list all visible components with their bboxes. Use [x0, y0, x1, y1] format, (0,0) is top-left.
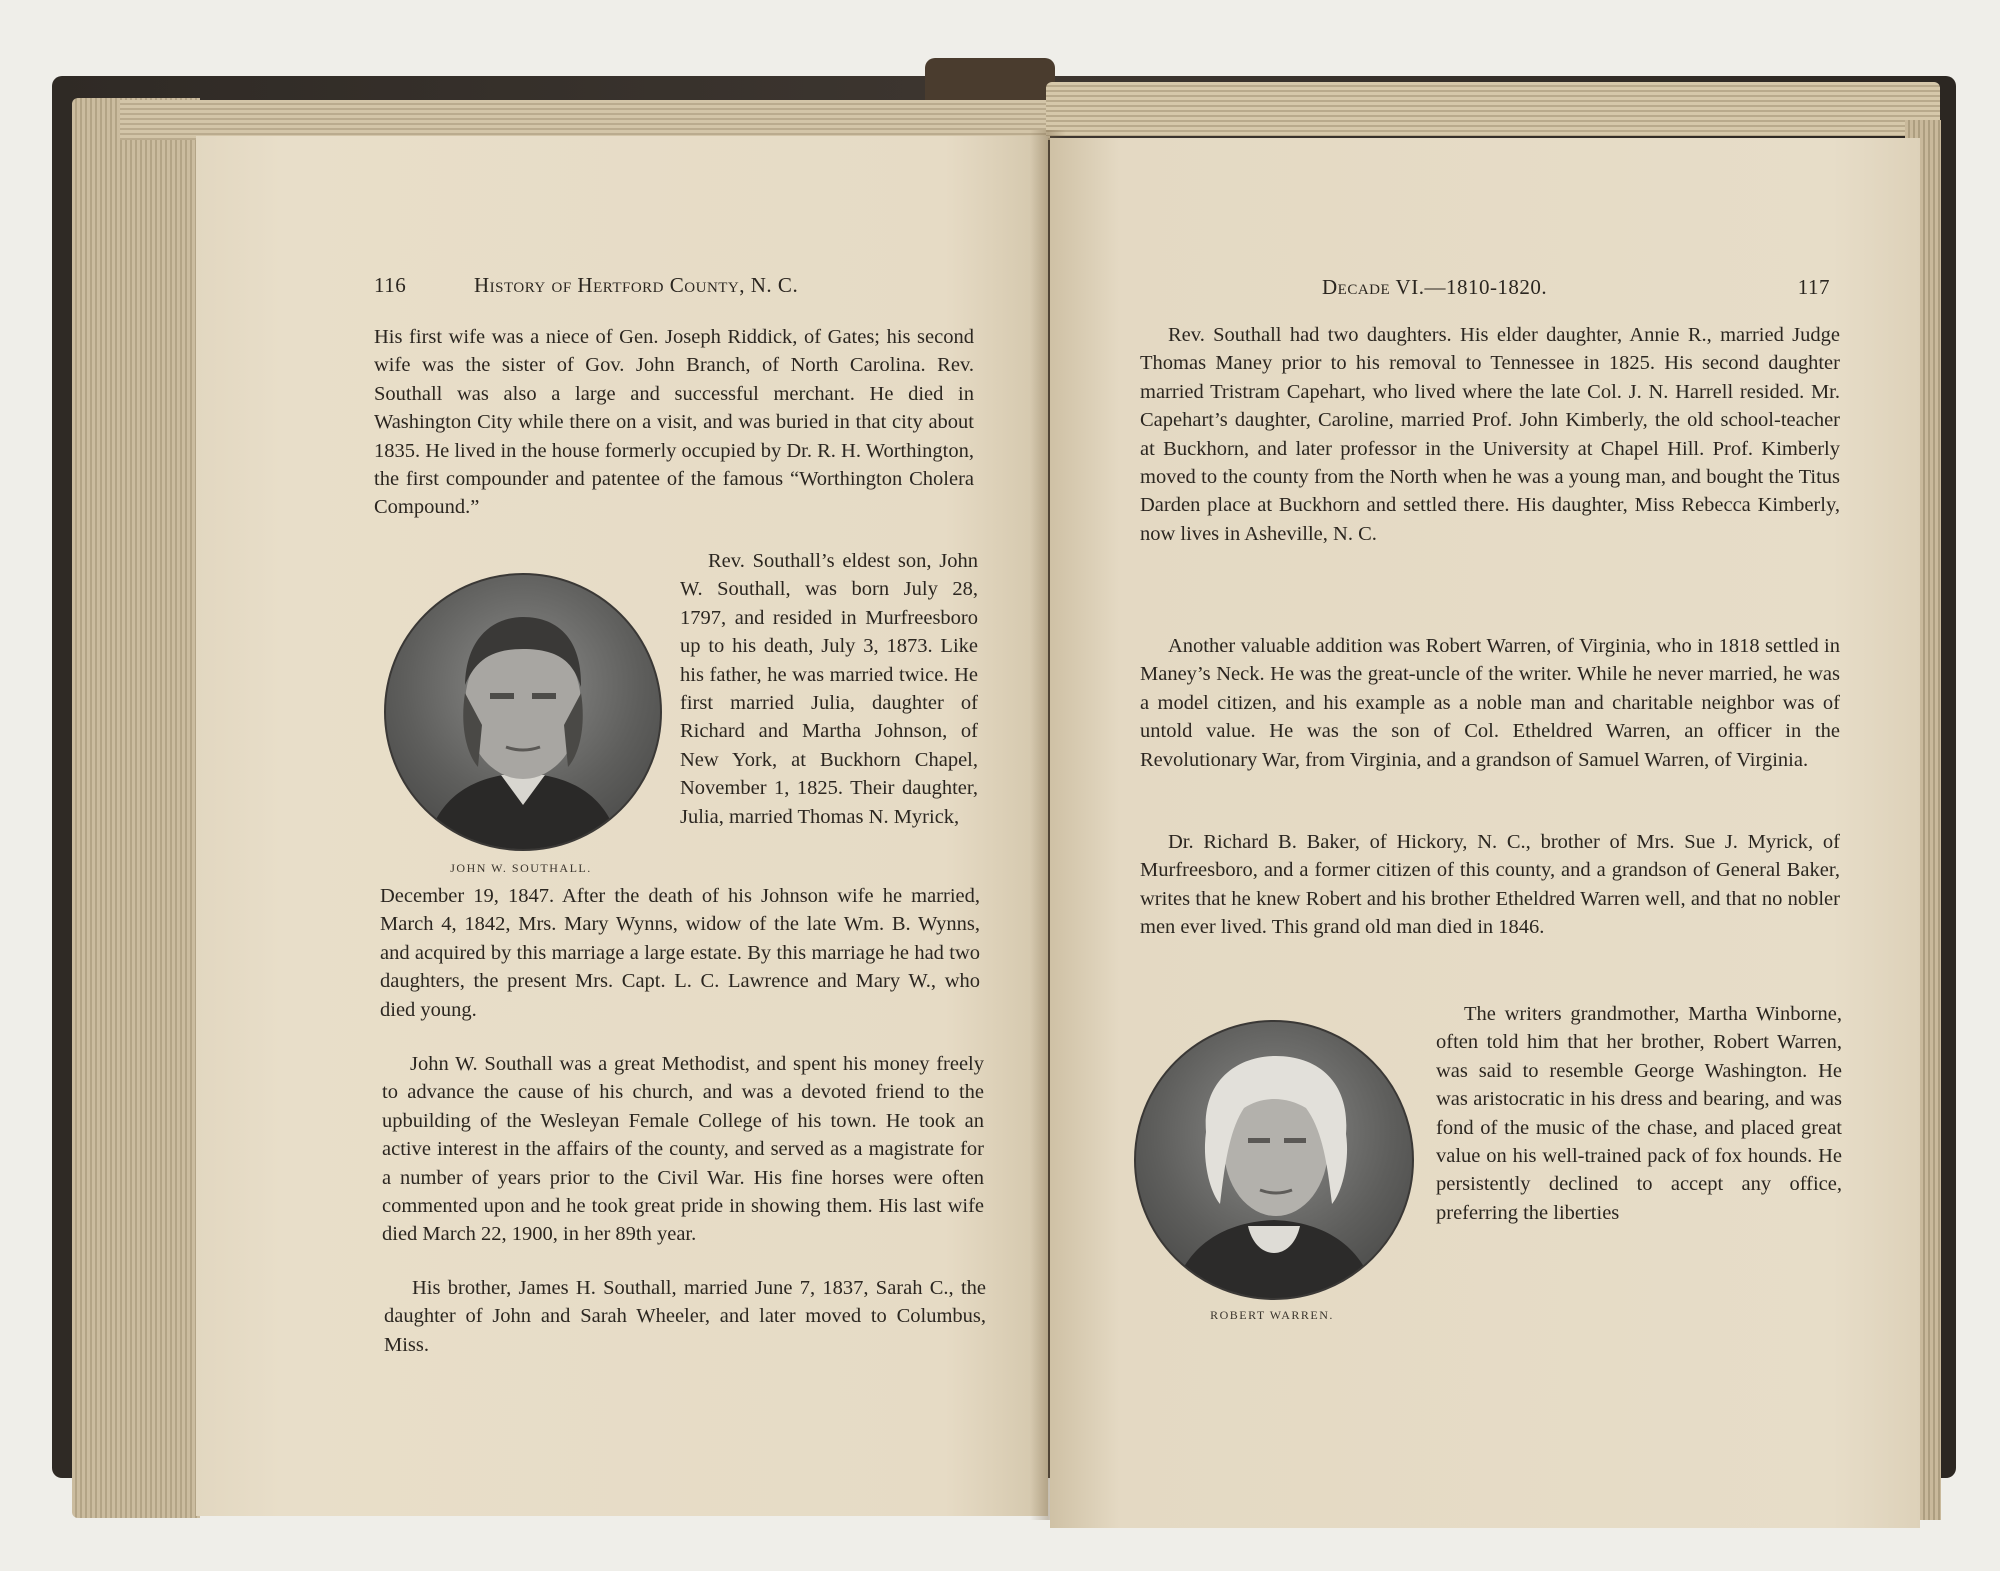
left-top-paragraph: His first wife was a niece of Gen. Joseph Riddick, of Gates; his second wife was the sister of Gov. John Branch, of North Carolina. Rev. Southall was also a large and successful merchant. He died in Washington City while there on a visit, and was buried in that city about 1835. He lived in the house formerly occupied by Dr. R. H. Worthington, the first compounder and patentee of the famous “Worthington Cholera Compound.”	[374, 326, 974, 519]
man-portrait-icon	[1136, 1022, 1412, 1298]
left-continued-paragraph: December 19, 1847. After the death of his Johnson wife he married, March 4, 1842, Mrs. Mary Wynns, widow of the late Wm. B. Wynns, and acquired by this marriage a large estate. By this marriage he had two daughters, the present Mrs. Capt. L. C. Lawrence and Mary W., who died young.	[380, 885, 980, 1021]
john-southall-portrait	[384, 573, 662, 851]
left-top-page-edges	[120, 100, 1050, 140]
right-baker-paragraph: Dr. Richard B. Baker, of Hickory, N. C., brother of Mrs. Sue J. Myrick, of Murfreesboro, and a former citizen of this county, and a grandson of General Baker, writes that he knew Robert and his brother Etheldred Warren well, and that no nobler men ever lived. This grand old man died in 1846.	[1140, 831, 1840, 939]
left-head-title: History of Hertford County, N. C.	[474, 273, 799, 297]
right-daughters-paragraph: Rev. Southall had two daughters. His elder daughter, Annie R., married Judge Thomas Maney prior to his removal to Tennessee in 1825. His second daughter married Tristram Capehart, who lived where the late Col. J. N. Harrell resided. Mr. Capehart’s daughter, Caroline, married Prof. John Kimberly, the old school-teacher at Buckhorn, and later professor in the University at Chapel Hill. Prof. Kimberly moved to the county from the North when he was a young man, and bought the Titus Darden place at Buckhorn and settled there. His daughter, Miss Rebecca Kimberly, now lives in Asheville, N. C.	[1140, 324, 1840, 545]
left-running-head	[374, 273, 974, 303]
john-southall-caption: JOHN W. SOUTHALL.	[450, 861, 592, 875]
right-head-title: Decade VI.—1810-1820.	[1322, 275, 1548, 299]
left-page	[196, 136, 1048, 1516]
left-methodist-paragraph: John W. Southall was a great Methodist, and spent his money freely to advance the cause of his church, and was a devoted friend to the upbuilding of the Wesleyan Female College of his town. He took an active interest in the affairs of the county, and served as a magistrate for a number of years prior to the Civil War. His fine horses were often commented upon and he took great pride in showing them. His last wife died March 22, 1900, in her 89th year.	[382, 1053, 984, 1246]
left-brother-paragraph: His brother, James H. Southall, married June 7, 1837, Sarah C., the daughter of John and Sarah Wheeler, and later moved to Columbus, Miss.	[384, 1277, 986, 1356]
right-top-page-edges	[1046, 82, 1940, 136]
right-page	[1050, 138, 1920, 1528]
right-running-head	[1322, 275, 1830, 305]
right-page-number: 117	[1797, 275, 1830, 299]
left-page-edges	[72, 98, 200, 1518]
left-page-number: 116	[374, 273, 407, 297]
left-side-paragraph: Rev. Southall’s eldest son, John W. Southall, was born July 28, 1797, and resided in Murfreesboro up to his death, July 3, 1873. Like his father, he was married twice. He first married Julia, daughter of Richard and Martha Johnson, of New York, at Buckhorn Chapel, November 1, 1825. Their daughter, Julia, married Thomas N. Myrick,	[680, 550, 978, 828]
robert-warren-portrait	[1134, 1020, 1414, 1300]
right-warren-paragraph: Another valuable addition was Robert Warren, of Virginia, who in 1818 settled in Maney’s Neck. He was the great-uncle of the writer. While he never married, he was a model citizen, and his example as a noble man and charitable neighbor was of untold value. He was the son of Col. Etheldred Warren, an officer in the Revolutionary War, from Virginia, and a grandson of Samuel Warren, of Virginia.	[1140, 635, 1840, 771]
robert-warren-caption: ROBERT WARREN.	[1210, 1308, 1334, 1322]
right-side-paragraph: The writers grandmother, Martha Winborne, often told him that her brother, Robert Warren, was said to resemble George Washington. He was aristocratic in his dress and bearing, and was fond of the music of the chase, and placed great value on his well-trained pack of fox hounds. He persistently declined to accept any office, preferring the liberties	[1436, 1003, 1842, 1224]
man-portrait-icon	[386, 575, 660, 849]
